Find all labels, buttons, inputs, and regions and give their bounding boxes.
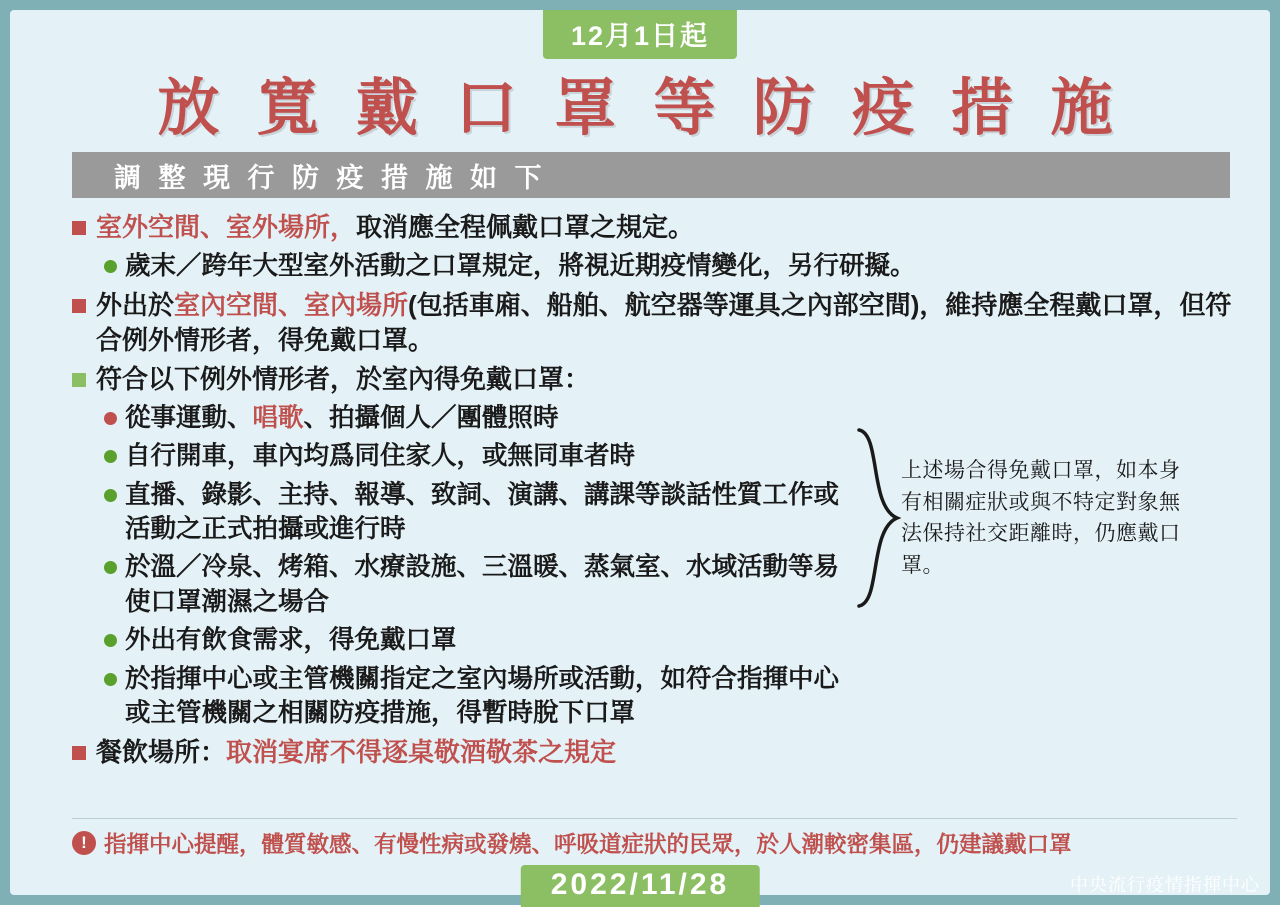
organization-label: 中央流行疫情指揮中心 xyxy=(1070,875,1260,895)
side-note-text: 上述場合得免戴口罩，如本身有相關症狀或與不特定對象無法保持社交距離時，仍應戴口罩。 xyxy=(901,459,1181,577)
list-item xyxy=(72,662,1242,731)
measure-1-highlight: 室外空間、室外場所， xyxy=(96,212,357,242)
measure-4-highlight: 取消宴席不得逐桌敬酒敬茶之規定 xyxy=(226,736,617,767)
side-note xyxy=(855,428,1245,608)
list-item xyxy=(72,288,1242,358)
effective-date-ribbon: 12月1日起 xyxy=(543,10,737,59)
measure-4-text: 餐飲場所： xyxy=(96,736,227,767)
bullet-dot-icon xyxy=(104,673,117,686)
measure-3-sub-4: 於溫／冷泉、烤箱、水療設施、三溫暖、蒸氣室、水域活動等易使口罩潮濕之場合 xyxy=(125,553,840,616)
measure-3-sub-6: 於指揮中心或主管機關指定之室內場所或活動，如符合指揮中心或主管機關之相關防疫措施，得暫時脫下口罩 xyxy=(125,664,840,728)
page-title: 放 寬 戴 口 罩 等 防 疫 措 施 xyxy=(157,74,1123,143)
publish-date-badge: 2022/11/28 xyxy=(521,865,760,907)
bullet-square-icon xyxy=(72,746,86,760)
measure-3-sub-5: 外出有飲食需求，得免戴口罩 xyxy=(125,626,457,655)
measure-3-text: 符合以下例外情形者，於室內得免戴口罩： xyxy=(96,363,591,394)
bullet-square-icon xyxy=(72,221,86,235)
bullet-dot-icon xyxy=(104,634,117,647)
bullet-dot-icon xyxy=(104,450,117,463)
bullet-dot-icon xyxy=(104,260,117,273)
list-item xyxy=(72,735,1242,770)
curly-brace-icon xyxy=(855,428,901,608)
bullet-square-icon xyxy=(72,373,86,387)
bullet-dot-icon xyxy=(104,561,117,574)
poster-panel xyxy=(10,10,1270,895)
measure-3-sub-1b: 、拍攝個人／團體照時 xyxy=(303,403,559,432)
reminder-text: 指揮中心提醒，體質敏感、有慢性病或發燒、呼吸道症狀的民眾，於人潮較密集區，仍建議戴口罩 xyxy=(104,832,1072,857)
measure-2-prefix: 外出於 xyxy=(96,289,175,320)
measure-3-sub-2: 自行開車，車內均爲同住家人，或無同車者時 xyxy=(125,442,636,471)
measure-2-highlight: 室內空間、室內場所 xyxy=(174,289,409,320)
list-item xyxy=(72,249,1242,283)
measure-1-sub-1: 歲末／跨年大型室外活動之口罩規定，將視近期疫情變化，另行研擬。 xyxy=(125,252,916,281)
bullet-dot-icon xyxy=(104,412,117,425)
reminder-bar xyxy=(72,818,1237,859)
bullet-dot-icon xyxy=(104,489,117,502)
measure-3-sub-1a: 從事運動、 xyxy=(125,403,253,432)
list-item xyxy=(72,623,1242,657)
measure-3-sub-1-highlight: 唱歌 xyxy=(252,403,304,432)
measure-2-text: (包括車廂、船舶、航空器等運具之內部空間)，維持應全程戴口罩，但符合例外情形者，得免戴口罩。 xyxy=(96,289,1232,355)
exclamation-icon: ! xyxy=(72,831,96,855)
list-item xyxy=(72,362,1242,397)
measure-3-sub-3: 直播、錄影、主持、報導、致詞、演講、講課等談話性質工作或活動之正式拍攝或進行時 xyxy=(125,480,840,544)
bullet-square-icon xyxy=(72,299,86,313)
list-item xyxy=(72,210,1242,245)
section-header-bar: 調 整 現 行 防 疫 措 施 如 下 xyxy=(72,152,1230,198)
measure-1-text: 取消應全程佩戴口罩之規定。 xyxy=(356,212,695,242)
